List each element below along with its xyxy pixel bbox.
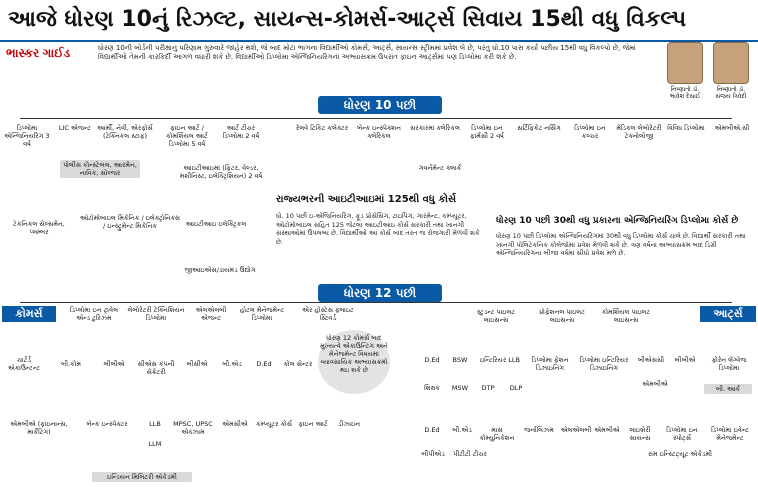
std10-option: સર્ટિફિકેટ નર્સિંગ	[517, 124, 561, 132]
std10-extra: ગવર્નમેન્ટ ક્લાર્ક	[418, 164, 462, 172]
commerce-node: બીસીએ	[186, 360, 208, 368]
std10-bar: ધોરણ 10 પછી	[318, 96, 442, 114]
std10-extra: ઓટોમોબાઇલ મિકેનિક / ઇલેક્ટ્રોનિક્સ / ઇન્સ્ટ્રુમેન્ટ મિકેનિક	[80, 214, 180, 230]
arts-label: આર્ટ્સ	[700, 306, 756, 322]
science-bottom: બીપીએડ	[421, 450, 445, 458]
commerce-bottom: એમસીએ	[222, 420, 248, 428]
science-node: બી. આર્ક	[704, 384, 752, 394]
commerce-node: બી.કોમ	[61, 360, 81, 368]
diploma-eng-title: ધોરણ 10 પછી 30થી વધુ પ્રકારના એન્જિનિયરિંગ ડિપ્લોમા કોર્સ છે	[496, 216, 739, 226]
science-node: D.Ed	[424, 356, 440, 364]
science-bottom: એલએલબી	[560, 426, 592, 434]
science-bottom: જર્નાલિઝમ	[524, 426, 554, 434]
std10-option: આર્ટ ટીચર ડિપ્લોમા 2 વર્ષ	[222, 124, 260, 140]
std10-connector	[20, 118, 732, 119]
science-node: DLP	[509, 384, 523, 392]
commerce-bottom: LLM	[148, 440, 162, 448]
science-node: સ્ટુડન્ટ પાઇલટ લાઇસન્સ	[476, 308, 516, 324]
commerce-bottom: ફાઇન આર્ટ	[298, 420, 328, 428]
science-node: એમબીએ	[642, 380, 668, 388]
science-node: BSW	[452, 356, 468, 364]
diploma-eng-text: ધોરણ 10 પછી ડિપ્લોમા એન્જિનિયરિંગમાં 30થી વધુ ડિપ્લોમા કોર્સ ચાલે છે. વિદ્યાર્થી સરકારી તથા ખાનગી પોલિટેકનિક કોલેજોમાં પ્રવેશ મેળવી શકે છે. ત્રણ વર્ષના અભ્યાસક્રમ બાદ ડિગ્રી એન્જિનિયરિંગના બીજા વર્ષમાં સીધો પ્રવેશ મળે છે.	[496, 232, 746, 257]
commerce-node: બી.એડ	[222, 360, 242, 368]
iti-title: રાજ્યભરની આઇટીઆઇમાં 125થી વધુ કોર્સ	[276, 194, 457, 205]
expert-2	[710, 42, 752, 102]
commerce-node: એલએલબી એજન્ટ	[195, 306, 227, 322]
science-node: ડિપ્લોમા ઇન્ટિરિયર ડિઝાઇનિંગ	[579, 356, 629, 372]
commerce-node: ચાર્ટર્ડ એકાઉન્ટન્ટ	[7, 356, 41, 372]
science-bottom: બી.એડ	[452, 426, 472, 434]
science-bottom: ડિપ્લોમા ઇન સ્પોર્ટ્સ	[666, 426, 698, 442]
commerce-callout: ધોરણ 12 કોમર્સ બાદ મુખ્યત્વે એકાઉન્ટિંગ અને મેનેજમેન્ટ વિષયમાં વ્યાવસાયિક અભ્યાસક્રમો થઇ શકે છે	[318, 330, 390, 394]
std10-option: સરકારમાં ક્લેરિકલ	[410, 124, 460, 132]
std10-option: વિવિધ ડિપ્લોમા	[667, 124, 705, 132]
science-node: ઇન્ટિરિયર LLB	[480, 356, 520, 364]
std10-option: એમબીએ.સી	[714, 124, 750, 132]
headline: આજે ધોરણ 10નું રિઝલ્ટ, સાયન્સ-કોમર્સ-આર્ટ્સ સિવાય 15થી વધુ વિકલ્પ	[8, 7, 687, 32]
std10-extra: પોલીસ કોન્સ્ટેબલ, આરમેન, નાવિક, સોલ્જર	[60, 160, 140, 178]
commerce-node: લેબોરેટરી ટેક્નિશિયન ડિપ્લોમા	[127, 306, 185, 322]
commerce-bottom: બેન્ક ઇન્સ્પેક્ટર	[86, 420, 128, 428]
std12-bar: ધોરણ 12 પછી	[318, 284, 442, 302]
science-node: ફોરેન લેંગ્વેજ ડિપ્લોમા	[711, 356, 747, 372]
science-node: પ્રોફેશનલ પાઇલટ લાઇસન્સ	[538, 308, 585, 324]
commerce-bottom: MPSC, UPSC એક્ઝામ	[173, 420, 213, 436]
expert-1	[664, 42, 706, 102]
std10-extra: જીઆઇએસ/ડાયમંડ ઉદ્યોગ	[184, 266, 256, 274]
expert-1-name: નિષ્ણાતો ડૉ. ભાવેશ દેસાઈ	[669, 86, 701, 100]
science-node: DTP	[481, 384, 495, 392]
science-bottom: રામ ઇન્સ્ટિટ્યૂટ એકેડમી	[648, 450, 712, 458]
expert-1-photo	[667, 42, 703, 84]
expert-photos	[662, 40, 754, 102]
commerce-node: સીએસ કંપની સેક્રેટરી	[137, 360, 175, 376]
std10-option: LIC એજન્ટ	[58, 124, 92, 132]
brand-logo: ભાસ્કર ગાઈડ	[6, 46, 71, 60]
intro-text: ધોરણ 10ની બોર્ડની પરીક્ષાનું પરિણામ ગુરુવારે જાહેર થશે, જે બાદ મોટા ભાગના વિદ્યાર્થીઓ કોમર્સ, આર્ટ્સ, સાયન્સ સ્ટ્રીમમાં પ્રવેશ લે છે, પરંતુ ધો.10 પાસ કર્યા પછીય 15થી વધુ વિકલ્પો છે, જેમાં વિદ્યાર્થીઓ તેમની કારકિર્દી આગળ વધારી શકે છે. વિદ્યાર્થીઓ ડિપ્લોમા એન્જિનિયરિંગના અભ્યાસક્રમ ઉપરાંત ફાઇન આર્ટ્સમાં પણ ડિપ્લોમા કરી શકે છે.	[98, 44, 636, 61]
science-bottom: માસ કોમ્યુનિકેશન	[479, 426, 515, 442]
std10-extra: આઇટીઆઇ ઇલેક્ટ્રિકલ	[185, 220, 247, 228]
science-bottom: પીટીટી ટીચર	[453, 450, 487, 458]
science-node: ડિપ્લોમા ફેશન ડિઝાઇનિંગ	[531, 356, 569, 372]
commerce-node: ડિપ્લોમા ઇન ટ્રાવેલ એન્ડ ટુરિઝમ	[70, 306, 118, 322]
std10-option: ડિપ્લોમા એન્જિનિયરિંગ 3 વર્ષ	[4, 124, 50, 148]
science-node: બીબીએ	[674, 356, 696, 364]
commerce-node: D.Ed	[256, 360, 272, 368]
expert-2-name: નિષ્ણાતો ડૉ. સંજય ત્રિવેદી	[715, 86, 747, 100]
commerce-bottom: ઇન્ડિયન મિલિટરી એકેડમી	[92, 472, 192, 482]
std10-option: ડિપ્લોમા ઇન ફાર્મસી 2 વર્ષ	[470, 124, 504, 140]
science-bottom: ડિપ્લોમા ઇવેન્ટ મેનેજમેન્ટ	[711, 426, 749, 442]
expert-2-photo	[713, 42, 749, 84]
std10-option: રેલવે ટિકિટ કલેક્ટર	[295, 124, 349, 132]
science-bottom: D.Ed	[424, 426, 440, 434]
std10-extra: ટેકનિકલ સેલ્સમેન, પ્લમ્બર	[13, 220, 65, 236]
science-node: બીએસસી	[637, 356, 665, 364]
commerce-node: હોટલ મેનેજમેન્ટ ડિપ્લોમા	[239, 306, 285, 322]
std10-option: ડિપ્લોમા ઇન કલ્ચર	[574, 124, 606, 140]
commerce-node: એર હોસ્ટેસ ફ્લાઇટ સ્ટિવર્ડ	[302, 306, 354, 322]
commerce-bottom: LLB	[149, 420, 161, 428]
science-node: MSW	[451, 384, 469, 392]
commerce-bottom: કમ્પ્યૂટર કોર્સ	[255, 420, 293, 428]
science-node: કોમર્શિયલ પાઇલટ લાઇસન્સ	[601, 308, 651, 324]
std10-option: આર્મી, નેવી, એરફોર્સ (ટેક્નિકલ સ્ટાફ)	[97, 124, 153, 140]
commerce-label: કોમર્સ	[2, 306, 56, 322]
std10-extra: આઇટીઆઇમાં (ફિટર, વેલ્ડર, મશીનિસ્ટ, ઇલેક્ટ્રિશિયન) 2 વર્ષ	[179, 164, 263, 180]
commerce-node: કોલ સેન્ટર	[283, 360, 313, 368]
commerce-node: બીબીએ	[103, 360, 125, 368]
headline-banner	[0, 0, 758, 42]
commerce-bottom: એમબીએ (ફાઇનાન્સ, માર્કેટિંગ)	[10, 420, 68, 436]
science-bottom: લાઇબ્રેરી સાયન્સ	[629, 426, 651, 442]
std12-connector	[20, 302, 732, 303]
science-node: શિક્ષક	[424, 384, 440, 392]
std10-option: બેન્ક ઇન્સ્પેક્શન ક્લેરિકલ	[357, 124, 401, 140]
std10-option: મેડિકલ લેબોરેટરી ટેક્નોલોજી	[616, 124, 662, 140]
science-bottom: એમબીએ	[594, 426, 620, 434]
iti-text: ધો. 10 પછી ઇ-એંજિનિયરિંગ, ફૂડ પ્રોસેસિંગ, ટાઇપિંગ, ગારમેન્ટ, કમ્પ્યૂટર, ઓટોમોબાઇલ સહિત 125 જેટલા આઇટીઆઇ કોર્સ સરકારી તથા ખાનગી સંસ્થાઓમાં ઉપલબ્ધ છે. વિદ્યાર્થીઓ આ કોર્સ બાદ તરત જ રોજગારી મેળવી શકે છે.	[276, 212, 480, 246]
commerce-bottom: ડીઝાઇન	[337, 420, 361, 428]
std10-option: ફાઇન આર્ટ / કોમર્શિયલ આર્ટ ડિપ્લોમા 5 વર્ષ	[166, 124, 208, 148]
